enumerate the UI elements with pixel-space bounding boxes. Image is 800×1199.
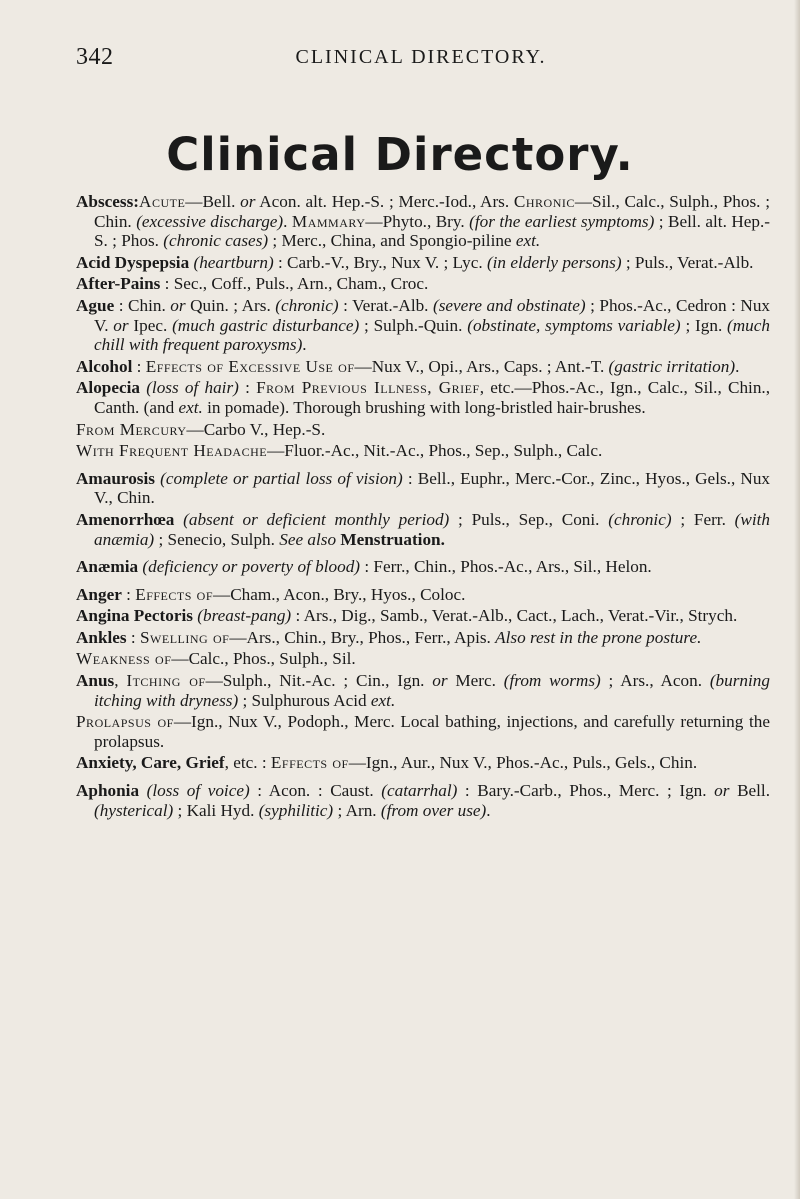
italic-note: or [240,192,256,211]
page-number: 342 [76,44,114,70]
italic-note: (chronic) [608,509,672,529]
italic-note: or [113,315,129,335]
italic-note: (complete or partial loss of vision) [160,468,403,488]
entry-heading: After-Pains [76,274,161,294]
entry-ankles-weakness [76,649,770,669]
entry-abscess [76,192,770,251]
italic-note: Also rest in the prone posture. [495,627,702,647]
subheading-text: From Mercury [76,419,187,439]
entry-ague [76,296,770,355]
remedy-text: . [302,335,307,355]
remedy-text: —Sulph., Nit.-Ac. ; Cin., Ign. [205,671,433,691]
cross-reference: Menstruation. [340,529,445,549]
subheading-text: Mammary [291,211,366,231]
entry-alopecia-mercury [76,420,770,440]
subheading-text: Effects of Excessive Use of [145,356,355,376]
remedy-text: : Acon. : Caust. [249,781,382,801]
remedy-text: . [283,211,292,231]
remedy-text: : Ferr., Chin., Phos.-Ac., Ars., Sil., Helon. [360,557,652,577]
italic-note: ext. [515,231,541,251]
remedy-text: ; Sulph.-Quin. [359,315,468,335]
entry-heading: Anger [76,584,122,604]
remedy-text: ; Sulphurous Acid [238,690,371,710]
entry-alopecia [76,378,770,417]
entry-heading: Aphonia [76,781,140,801]
entry-heading: Ankles [76,627,127,647]
remedy-text: ; Puls., Verat.-Alb. [621,252,754,272]
remedy-text: Bell. [729,781,771,801]
remedy-text: ; Kali Hyd. [173,800,259,820]
remedy-text: in pomade). Thorough brushing with long-bristled hair-brushes. [202,397,646,417]
entry-heading: Ague [76,295,115,315]
remedy-text: —Phyto., Bry. [365,211,470,231]
italic-note: See also [279,529,337,549]
directory-entries [76,192,770,822]
remedy-text: : Verat.-Alb. [338,295,434,315]
entry-heading: Angina Pectoris [76,606,193,626]
italic-note: (excessive discharge) [136,211,284,231]
remedy-text: ; Ars., Acon. [600,671,710,691]
italic-note: ext. [178,397,203,417]
italic-note: (from worms) [503,671,601,691]
remedy-text: —Ars., Chin., Bry., Phos., Ferr., Apis. [229,627,496,647]
remedy-text [139,781,147,800]
subheading-text: From Previous Illness, Grief [256,378,480,398]
italic-note: (gastric irritation) [608,356,736,376]
italic-note: or [170,295,186,315]
italic-note: or [432,671,448,691]
subheading-text: Itching of [126,671,206,691]
italic-note: (breast-pang) [197,606,292,626]
remedy-text: : Carb.-V., Bry., Nux V. ; Lyc. [273,252,487,272]
remedy-text: ; Bell. alt. Hep.-S. ; Phos. [94,211,770,251]
entry-heading: Alcohol [76,356,133,376]
entry-ankles [76,628,770,648]
italic-note: (heartburn) [193,252,274,272]
remedy-text [174,510,183,529]
entry-anxiety [76,753,770,773]
remedy-text: —Sil., Calc., Sulph., Phos. ; Chin. [94,192,770,231]
subheading-text: Weakness of [76,649,172,669]
subheading-text: Chronic [513,192,575,211]
remedy-text: : [238,378,257,398]
remedy-text: —Cham., Acon., Bry., Hyos., Coloc. [213,584,466,604]
italic-note: (with anæmia) [94,509,770,549]
italic-note: (burning itching with dryness) [94,671,770,710]
italic-note: (loss of hair) [146,378,239,398]
remedy-text: ; Ign. [680,315,728,335]
subheading-text: Effects of [270,753,349,773]
remedy-text: ; Ferr. [671,509,735,529]
subheading-text: Acute [139,192,186,211]
entry-anus [76,671,770,710]
remedy-text: ; Merc., China, and Spongio-piline [268,231,516,251]
entry-anaemia [76,557,770,577]
entry-amenorrhoea [76,510,770,549]
remedy-text: Merc. [447,671,504,691]
entry-heading: Amenorrhœa [76,509,175,529]
italic-note: (much gastric disturbance) [172,315,360,335]
remedy-text: ; Arn. [333,800,381,820]
italic-note: (obstinate, symptoms variable) [467,315,681,335]
remedy-text: —Calc., Phos., Sulph., Sil. [171,649,356,669]
remedy-text: , etc. : [224,753,271,773]
remedy-text: : Bell., Euphr., Merc.-Cor., Zinc., Hyos., Gels., Nux V., Chin. [94,468,771,508]
italic-note: (in elderly persons) [486,252,622,272]
italic-note: (syphilitic) [258,800,334,820]
remedy-text: ; Phos.-Ac., Cedron : Nux V. [94,295,771,335]
italic-note: (for the earliest symptoms) [469,211,655,231]
italic-note: (catarrhal) [381,781,458,801]
subheading-text: With Frequent Headache [76,441,268,461]
remedy-text: Acon. alt. Hep.-S. ; Merc.-Iod., Ars. [255,192,514,211]
remedy-text: : [132,356,146,376]
entry-heading: Amaurosis [76,468,155,488]
page-header [76,44,766,80]
remedy-text: : Bary.-Carb., Phos., Merc. ; Ign. [457,781,715,801]
italic-note: (much chill with frequent paroxysms) [94,315,770,355]
entry-heading: Acid Dyspepsia [76,252,190,272]
remedy-text: , [114,671,127,691]
entry-anger [76,585,770,605]
subheading-text: Effects of [135,584,214,604]
remedy-text: : [126,627,140,647]
remedy-text: : Sec., Coff., Puls., Arn., Cham., Croc. [160,274,429,294]
italic-note: (chronic) [275,295,339,315]
remedy-text: , etc.—Phos.-Ac., Ign., Calc., Sil., Chin., Canth. (and [94,378,771,417]
italic-note: (chronic cases) [163,231,269,251]
remedy-text: : [121,584,136,604]
entry-after-pains [76,274,770,294]
remedy-text: —Bell. [185,192,241,211]
entry-alcohol [76,357,770,377]
entry-alopecia-headache [76,441,770,461]
remedy-text: —Fluor.-Ac., Nit.-Ac., Phos., Sep., Sulph., Calc. [267,441,603,461]
entry-heading: Anxiety, Care, Grief [76,753,225,773]
remedy-text: ; Senecio, Sulph. [154,529,280,549]
subheading-text: Swelling of [140,627,230,647]
entry-angina [76,606,770,626]
remedy-text: Quin. ; Ars. [185,295,276,315]
remedy-text: —Ign., Aur., Nux V., Phos.-Ac., Puls., Gels., Chin. [348,753,698,773]
entry-amaurosis [76,469,770,508]
subheading-text: Prolapsus of [76,712,174,732]
italic-note: (severe and obstinate) [433,295,586,315]
remedy-text: : Chin. [114,295,171,315]
page-title: Clinical Directory. [166,128,634,181]
remedy-text: —Ign., Nux V., Podoph., Merc. Local bathing, injections, and carefully returning the prolapsus. [94,712,770,751]
italic-note: (loss of voice) [146,781,250,801]
entry-heading: Anæmia [76,557,139,577]
italic-note: ext. [370,690,396,710]
italic-note: (from over use) [380,800,487,820]
remedy-text: —Carbo V., Hep.-S. [186,419,326,439]
running-head: CLINICAL DIRECTORY. [295,46,547,68]
entry-anus-prolapsus [76,712,770,751]
entry-heading: Anus [76,671,115,691]
page-edge-shadow [794,0,800,1199]
remedy-text: . [486,800,491,820]
entry-acid-dyspepsia [76,253,770,273]
italic-note: (absent or deficient monthly period) [183,509,450,529]
remedy-text: —Nux V., Opi., Ars., Caps. ; Ant.-T. [354,356,609,376]
italic-note: (deficiency or poverty of blood) [142,557,361,577]
remedy-text: ; Puls., Sep., Coni. [449,509,609,529]
remedy-text: : Ars., Dig., Samb., Verat.-Alb., Cact., Lach., Verat.-Vir., Strych. [291,606,738,626]
entry-heading: Abscess: [76,192,140,211]
italic-note: (hysterical) [94,800,174,820]
entry-aphonia [76,781,770,820]
remedy-text: Ipec. [128,315,173,335]
remedy-text: . [735,356,740,376]
entry-heading: Alopecia [76,378,140,398]
italic-note: or [714,781,730,801]
